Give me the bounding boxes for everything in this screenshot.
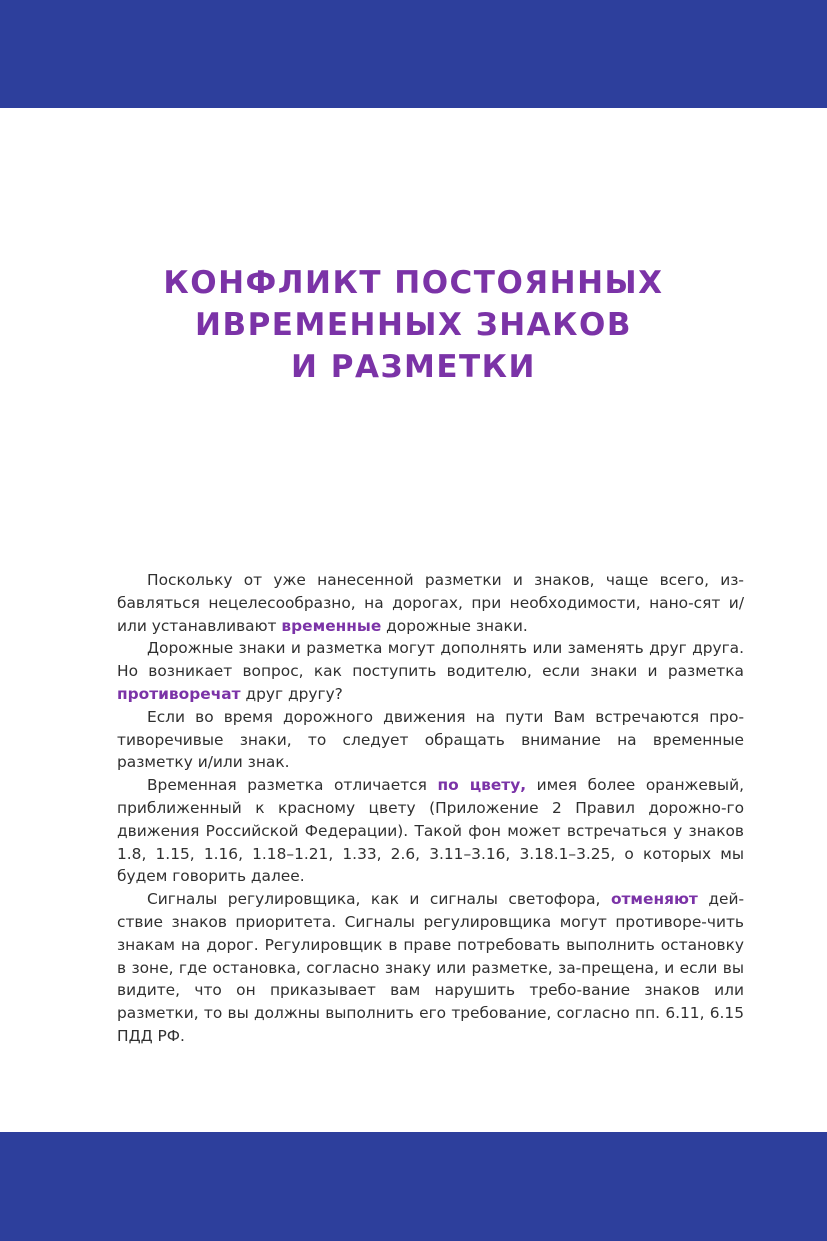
paragraph-1-text-b: дорожные знаки.	[381, 616, 528, 635]
top-color-band	[0, 0, 827, 108]
title-line-2: ИВРЕМЕННЫХ ЗНАКОВ	[195, 307, 632, 343]
title-line-1: КОНФЛИКТ ПОСТОЯННЫХ	[163, 265, 664, 301]
paragraph-5	[117, 888, 744, 1048]
highlight-by-color: по цвету,	[437, 776, 527, 795]
highlight-cancel: отменяют	[610, 890, 698, 909]
title-line-3: И РАЗМЕТКИ	[291, 349, 536, 385]
paragraph-5-text-a: Сигналы регулировщика, как и сигналы светофора,	[147, 890, 611, 909]
paragraph-4	[117, 774, 744, 888]
chapter-title	[0, 262, 827, 388]
paragraph-5-text-b: дей-ствие знаков приоритета. Сигналы регулировщика могут противоре-чить знакам на дорог. Регулировщик в праве потребовать выполнить остановку в зоне, где остановка, согласно знаку или разметке, за-прещена, и если вы видите, что он приказывает вам нарушить требо-вание знаков или разметки, то вы должны выполнить его требование, согласно пп. 6.11, 6.15 ПДД РФ.	[117, 890, 745, 1045]
paragraph-2	[117, 637, 744, 705]
bottom-color-band	[0, 1132, 827, 1241]
body-text	[117, 569, 744, 1048]
paragraph-1-text-a: Поскольку от уже нанесенной разметки и знаков, чаще всего, из-бавляться нецелесообразно, на дорогах, при необходимости, нано-сят и/или устанавливают	[117, 571, 744, 635]
paragraph-3: Если во время дорожного движения на пути Вам встречаются про-тиворечивые знаки, то следует обращать внимание на временные разметку и/или знак.	[117, 707, 744, 772]
highlight-contradict: противоречат	[117, 684, 241, 703]
paragraph-4-text-a: Временная разметка отличается	[147, 776, 438, 795]
paragraph-1	[117, 569, 744, 637]
paragraph-4-text-b: имея более оранжевый, приближенный к красному цвету (Приложение 2 Правил дорожно-го движения Российской Федерации). Такой фон может встречаться у знаков 1.8, 1.15, 1.16, 1.18–1.21, 1.33, 2.6, 3.11–3.16, 3.18.1–3.25, о которых мы будем говорить далее.	[117, 776, 744, 886]
paragraph-2-text-b: друг другу?	[240, 684, 343, 703]
paragraph-2-text-a: Дорожные знаки и разметка могут дополнять или заменять друг друга. Но возникает вопрос, как поступить водителю, если знаки и разметка	[117, 639, 744, 681]
highlight-temporary: временные	[281, 616, 382, 635]
